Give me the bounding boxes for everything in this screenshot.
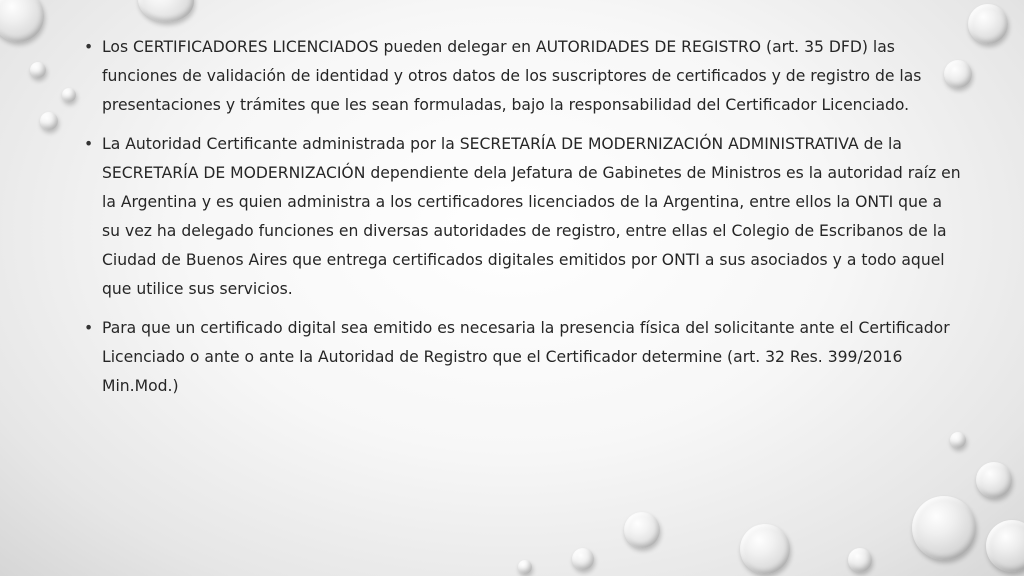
bullet-marker: • bbox=[84, 135, 94, 153]
bullet-item bbox=[82, 33, 962, 120]
water-drop-decoration bbox=[40, 112, 58, 130]
bullet-text: Para que un certificado digital sea emitido es necesaria la presencia física del solicitante ante el Certificador Licenciado o ante o ante la Autoridad de Registro que el Certificador determine (art. 32 Res. 399/2016 Min.Mod.) bbox=[102, 319, 950, 395]
water-drop-decoration bbox=[0, 0, 44, 42]
bullet-text: La Autoridad Certificante administrada por la SECRETARÍA DE MODERNIZACIÓN ADMINISTRATIVA de la SECRETARÍA DE MODERNIZACIÓN dependiente dela Jefatura de Gabinetes de Ministros es la autoridad raíz en la Argentina y es quien administra a los certificadores licenciados de la Argentina, entre ellos la ONTI que a su vez ha delegado funciones en diversas autoridades de registro, entre ellas el Colegio de Escribanos de la Ciudad de Buenos Aires que entrega certificados digitales emitidos por ONTI a sus asociados y a todo aquel que utilice sus servicios. bbox=[102, 135, 961, 298]
water-drop-decoration bbox=[968, 4, 1008, 44]
water-drop-decoration bbox=[986, 520, 1024, 572]
slide-body bbox=[82, 33, 962, 411]
bullet-item bbox=[82, 314, 962, 401]
water-drop-decoration bbox=[30, 62, 46, 78]
bullet-marker: • bbox=[84, 38, 94, 56]
water-drop-decoration bbox=[572, 548, 594, 570]
water-drop-decoration bbox=[976, 462, 1012, 498]
water-drop-decoration bbox=[912, 496, 976, 560]
water-drop-decoration bbox=[138, 0, 194, 22]
water-drop-decoration bbox=[950, 432, 966, 448]
bullet-text: Los CERTIFICADORES LICENCIADOS pueden delegar en AUTORIDADES DE REGISTRO (art. 35 DFD) las funciones de validación de identidad y otros datos de los suscriptores de certificados y de registro de las presentaciones y trámites que les sean formuladas, bajo la responsabilidad del Certificador Licenciado. bbox=[102, 38, 922, 114]
bullet-item bbox=[82, 130, 962, 304]
bullet-marker: • bbox=[84, 319, 94, 337]
water-drop-decoration bbox=[624, 512, 660, 548]
water-drop-decoration bbox=[848, 548, 872, 572]
bullet-list bbox=[82, 33, 962, 401]
water-drop-decoration bbox=[62, 88, 76, 102]
water-drop-decoration bbox=[518, 560, 532, 574]
water-drop-decoration bbox=[740, 524, 790, 574]
